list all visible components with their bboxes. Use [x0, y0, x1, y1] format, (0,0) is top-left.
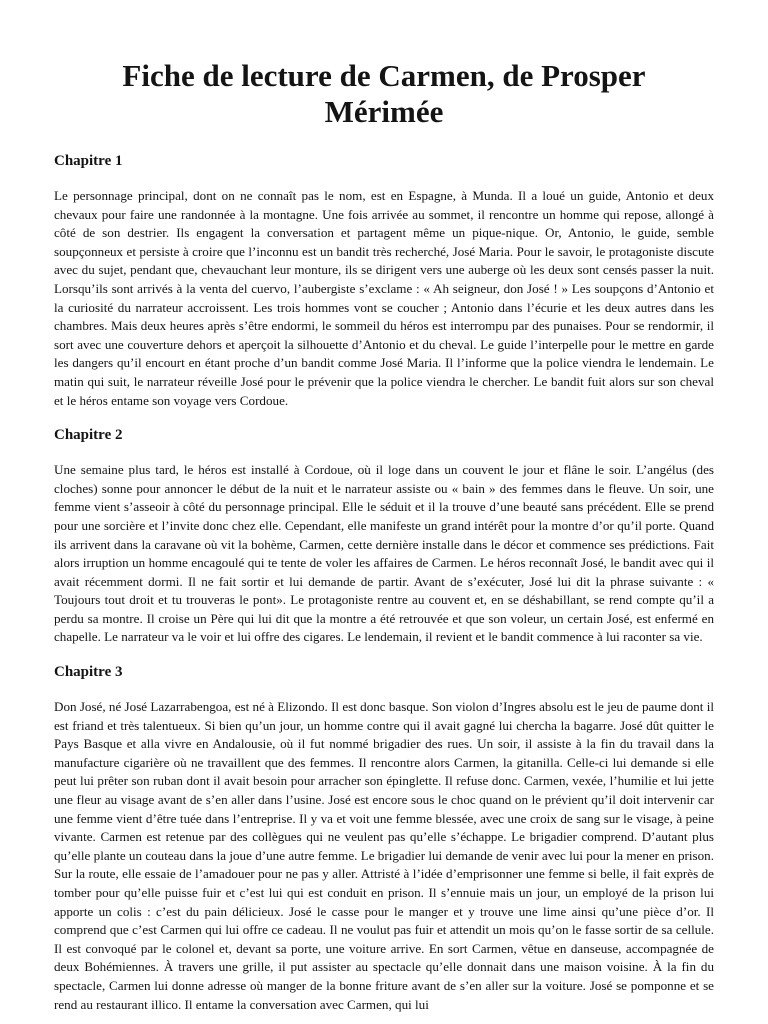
document-title: Fiche de lecture de Carmen, de Prosper Mérimée	[122, 58, 646, 129]
chapter-1-text: Le personnage principal, dont on ne connaît pas le nom, est en Espagne, à Munda. Il a loué un guide, Antonio et deux chevaux pour faire une randonnée à la montagne. Une fois arrivée au sommet, il rencontre un homme qui repose, allongé à côté de son destrier. Ils engagent la conversation et partagent même un pique-nique. Or, Antonio, le guide, semble soupçonneux et persiste à croire que l’inconnu est un bandit très recherché, José Maria. Pour le savoir, le protagoniste discute avec du sujet, pendant que, chevauchant leur monture, ils se dirigent vers une auberge où les deux sont censés passer la nuit. Lorsqu’ils sont arrivés à la venta del cuervo, l’aubergiste s’exclame : « Ah seigneur, don José ! » Les soupçons d’Antonio et la curiosité du narrateur accroissent. Les trois hommes vont se coucher ; Antonio dans l’écurie et les deux autres dans les chambres. Mais deux heures après s’être endormi, le sommeil du héros est interrompu par des punaises. Pour se rendormir, il sort avec une couverture dehors et aperçoit la silhouette d’Antonio et du cheval. Le guide l’interpelle pour le mettre en garde les dangers qu’il encourt en étant proche d’un bandit comme José Maria. Il l’informe que la police viendra le lendemain. Le matin qui suit, le narrateur réveille José pour le prévenir que la police viendra le chercher. Le bandit fuit alors sur son cheval et le héros entame son voyage vers Cordoue.	[54, 188, 714, 408]
chapter-2-heading: Chapitre 2	[54, 427, 123, 444]
chapter-3	[54, 663, 714, 1014]
chapter-1	[54, 152, 714, 410]
chapter-1-heading: Chapitre 1	[54, 153, 123, 169]
chapter-3-heading: Chapitre 3	[54, 664, 123, 681]
chapter-2-text: Une semaine plus tard, le héros est installé à Cordoue, où il loge dans un couvent le jour et flâne le soir. L’angélus (des cloches) sonne pour annoncer le début de la nuit et le narrateur assiste ou « bain » des femmes dans le fleuve. Un soir, une femme vient s’asseoir à côté du personnage principal. Elle le séduit et il la trouve d’une beauté sans précédent. Elle se prend pour une sorcière et l’invite donc chez elle. Cependant, elle manifeste un grand intérêt pour la montre d’or qu’il porte. Quand ils arrivent dans la caravane où vit la bohème, Carmen, cette dernière installe dans le décor et commence ses prédictions. Fait alors irruption un homme encagoulé qui te tente de voler les affaires de Carmen. Le héros reconnaît José, le bandit avec qui il avait récemment dormi. Il ne fait sortir et lui demande de partir. Avant de s’exécuter, José lui dit la phrase suivante : « Toujours tout droit et tu trouveras le pont». Le protagoniste rentre au couvent et, en se déshabillant, se rend compte qu’il a perdu sa montre. Il croise un Père qui lui dit que la montre a été retrouvée et que son voleur, un certain José, est enfermé en chapelle. Le narrateur va le voir et lui offre des cigares. Le lendemain, il revient et le bandit commence à lui raconter sa vie.	[54, 462, 714, 645]
chapter-2	[54, 426, 714, 647]
chapter-3-text: Don José, né José Lazarrabengoa, est né à Elizondo. Il est donc basque. Son violon d’Ingres absolu est le jeu de paume dont il est friand et très talentueux. Si bien qu’un jour, un homme contre qui il avait gagné lui chercha la bagarre. José dût quitter le Pays Basque et alla vivre en Andalousie, où il fut nommé brigadier des rues. Un soir, il assiste à la fin du travail dans la manufacture cigarière où ne travaillent que des femmes. Il rencontre alors Carmen, la gitanilla. Celle-ci lui demande si elle peut lui prêter son ruban dont il avait besoin pour arracher son épinglette. Il refuse donc. Carmen, vexée, l’humilie et lui jette une fleur au visage avant de s’en aller dans l’usine. José est encore sous le choc quand on le prévient qu’il doit intervenir car une femme vient d’être tuée dans l’entreprise. Il y va et voit une femme blessée, avec une croix de sang sur le visage, à peine vivante. Carmen est retenue par des collègues qui ne veulent pas qu’elle s’échappe. Le brigadier comprend. D’autant plus qu’elle plante un couteau dans la joue d’une autre femme. Le brigadier lui demande de venir avec lui pour la mener en prison. Sur la route, elle essaie de l’amadouer pour ne pas y aller. Attristé à l’idée d’emprisonner une femme si belle, il fait exprès de tomber pour qu’elle puisse fuir et c’est lui qui est conduit en prison. Il s’ennuie mais un jour, un employé de la prison lui apporte un colis : c’est du pain délicieux. José le casse pour le manger et y trouve une lime ainsi qu’une pièce d’or. Il comprend que c’est Carmen qui lui offre ce cadeau. Il ne voulut pas fuir et attendit un mois qu’on le fasse sortir de sa cellule. Il est convoqué par le colonel et, devant sa porte, une voiture arrive. En sort Carmen, vêtue en danseuse, accompagnée de deux Bohémiennes. À travers une grille, il put assister au spectacle qu’elle donnait dans une maison voisine. À la fin du spectacle, Carmen lui donne adresse où manger de la bonne friture avant de s’en aller sur la voiture. José se pomponne et se rend au restaurant illico. Il entame la conversation avec Carmen, qui lui	[54, 699, 714, 1012]
